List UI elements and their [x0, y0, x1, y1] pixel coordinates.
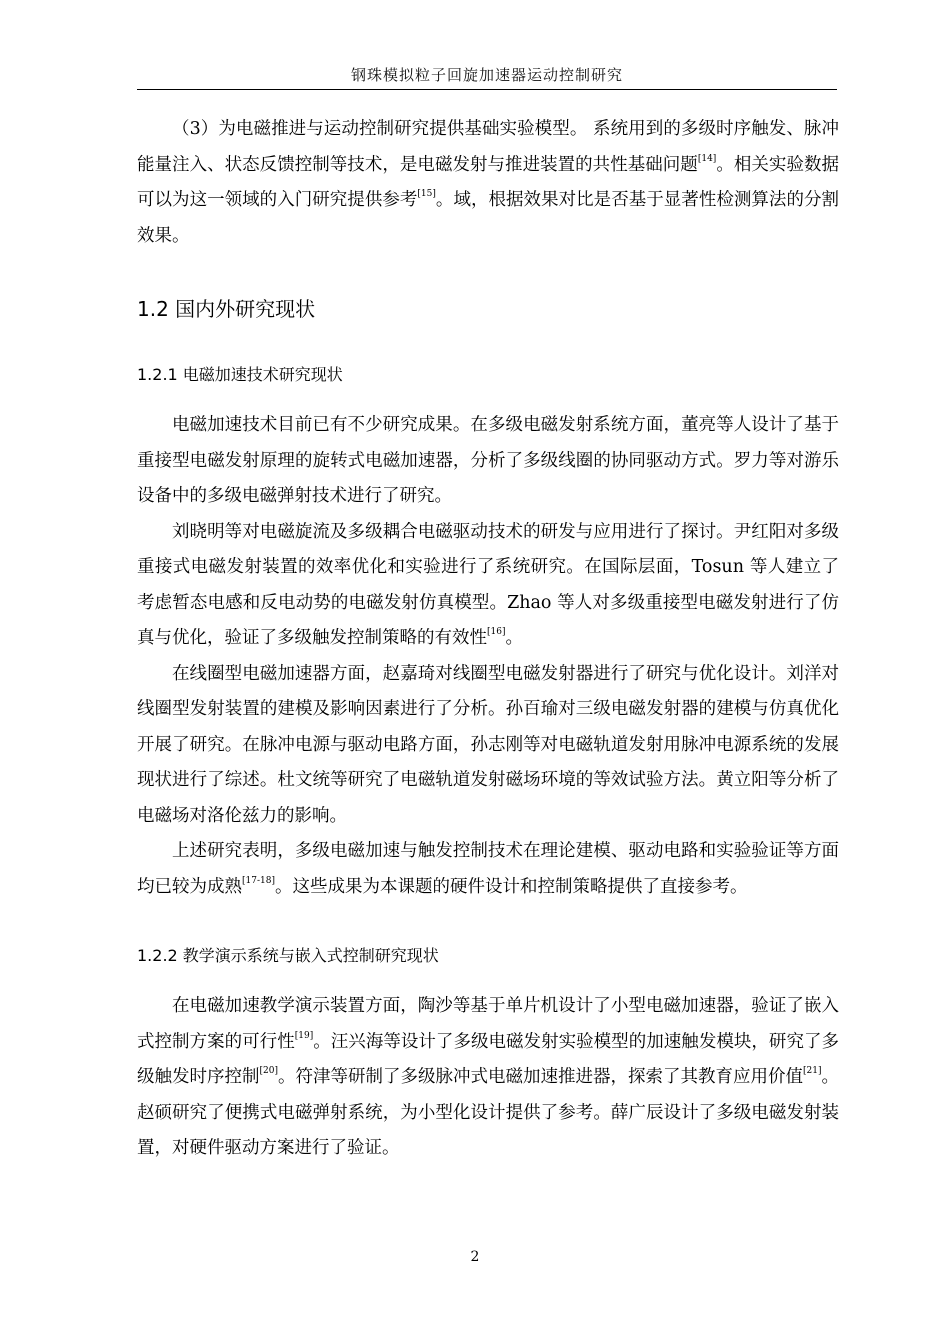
- paragraph-1-2-1-b: [137, 515, 839, 657]
- intro-paragraph: [137, 112, 839, 254]
- paragraph-text: 。: [505, 628, 523, 648]
- paragraph-text: 在电磁加速教学演示装置方面，陶沙等基于单片机设计了小型电磁加速器，验证了嵌入式控制方案的可行性: [137, 996, 839, 1052]
- header-rule: [137, 89, 837, 90]
- citation-21: [21]: [803, 1066, 822, 1077]
- citation-16: [16]: [487, 627, 506, 638]
- section-heading-1-2-2: 1.2.2 教学演示系统与嵌入式控制研究现状: [137, 946, 439, 965]
- citation-19: [19]: [294, 1030, 314, 1041]
- paragraph-text: 。符津等研制了多级脉冲式电磁加速推进器，探索了其教育应用价值: [278, 1067, 804, 1087]
- paragraph-1-2-1-d: [137, 834, 839, 905]
- page-header: 钢珠模拟粒子回旋加速器运动控制研究: [350, 66, 623, 84]
- page-body: [137, 112, 839, 1167]
- paragraph-1-2-1-c: 在线圈型电磁加速器方面，赵嘉琦对线圈型电磁发射器进行了研究与优化设计。刘洋对线圈型发射装置的建模及影响因素进行了分析。孙百瑜对三级电磁发射器的建模与仿真优化开展了研究。在脉冲电源与驱动电路方面，孙志刚等对电磁轨道发射用脉冲电源系统的发展现状进行了综述。杜文统等研究了电磁轨道发射磁场环境的等效试验方法。黄立阳等分析了电磁场对洛伦兹力的影响。: [137, 663, 839, 826]
- section-heading-1-2: 1.2 国内外研究现状: [137, 297, 316, 321]
- citation-17-18: [17-18]: [242, 875, 275, 886]
- section-heading-1-2-1: 1.2.1 电磁加速技术研究现状: [137, 365, 343, 384]
- citation-20: [20]: [259, 1066, 278, 1077]
- paragraph-1-2-2-a: [137, 989, 839, 1167]
- paragraph-text: 刘晓明等对电磁旋流及多级耦合电磁驱动技术的研发与应用进行了探讨。尹红阳对多级重接式电磁发射装置的效率优化和实验进行了系统研究。在国际层面，Tosun 等人建立了考虑暂态电感和反电动势的电磁发射仿真模型。Zhao 等人对多级重接型电磁发射进行了仿真与优化，验证了多级触发控制策略的有效性: [137, 521, 839, 648]
- intro-text-b: 。相关实验数据可以为这一领域的入门研究提供参考: [137, 154, 840, 210]
- paragraph-1-2-1-a: 电磁加速技术目前已有不少研究成果。在多级电磁发射系统方面，董亮等人设计了基于重接型电磁发射原理的旋转式电磁加速器，分析了多级线圈的协同驱动方式。罗力等对游乐设备中的多级电磁弹射技术进行了研究。: [137, 415, 839, 506]
- paragraph-text: 上述研究表明，多级电磁加速与触发控制技术在理论建模、驱动电路和实验验证等方面均已较为成熟: [137, 841, 839, 897]
- intro-text-c: 。域，根据效果对比是否基于显著性检测算法的分割效果。: [137, 190, 840, 246]
- paragraph-text: 。赵硕研究了便携式电磁弹射系统，为小型化设计提供了参考。薛广辰设计了多级电磁发射装置，对硬件驱动方案进行了验证。: [137, 1067, 840, 1158]
- citation-15: [15]: [417, 189, 436, 200]
- citation-14: [14]: [697, 153, 717, 164]
- page-number: 2: [470, 1249, 480, 1265]
- paragraph-text: 。汪兴海等设计了多级电磁发射实验模型的加速触发模块，研究了多级触发时序控制: [137, 1031, 839, 1087]
- intro-text-a: （3）为电磁推进与运动控制研究提供基础实验模型。 系统用到的多级时序触发、脉冲能量注入、状态反馈控制等技术，是电磁发射与推进装置的共性基础问题: [137, 119, 839, 175]
- paragraph-text: 。这些成果为本课题的硬件设计和控制策略提供了直接参考。: [274, 876, 748, 897]
